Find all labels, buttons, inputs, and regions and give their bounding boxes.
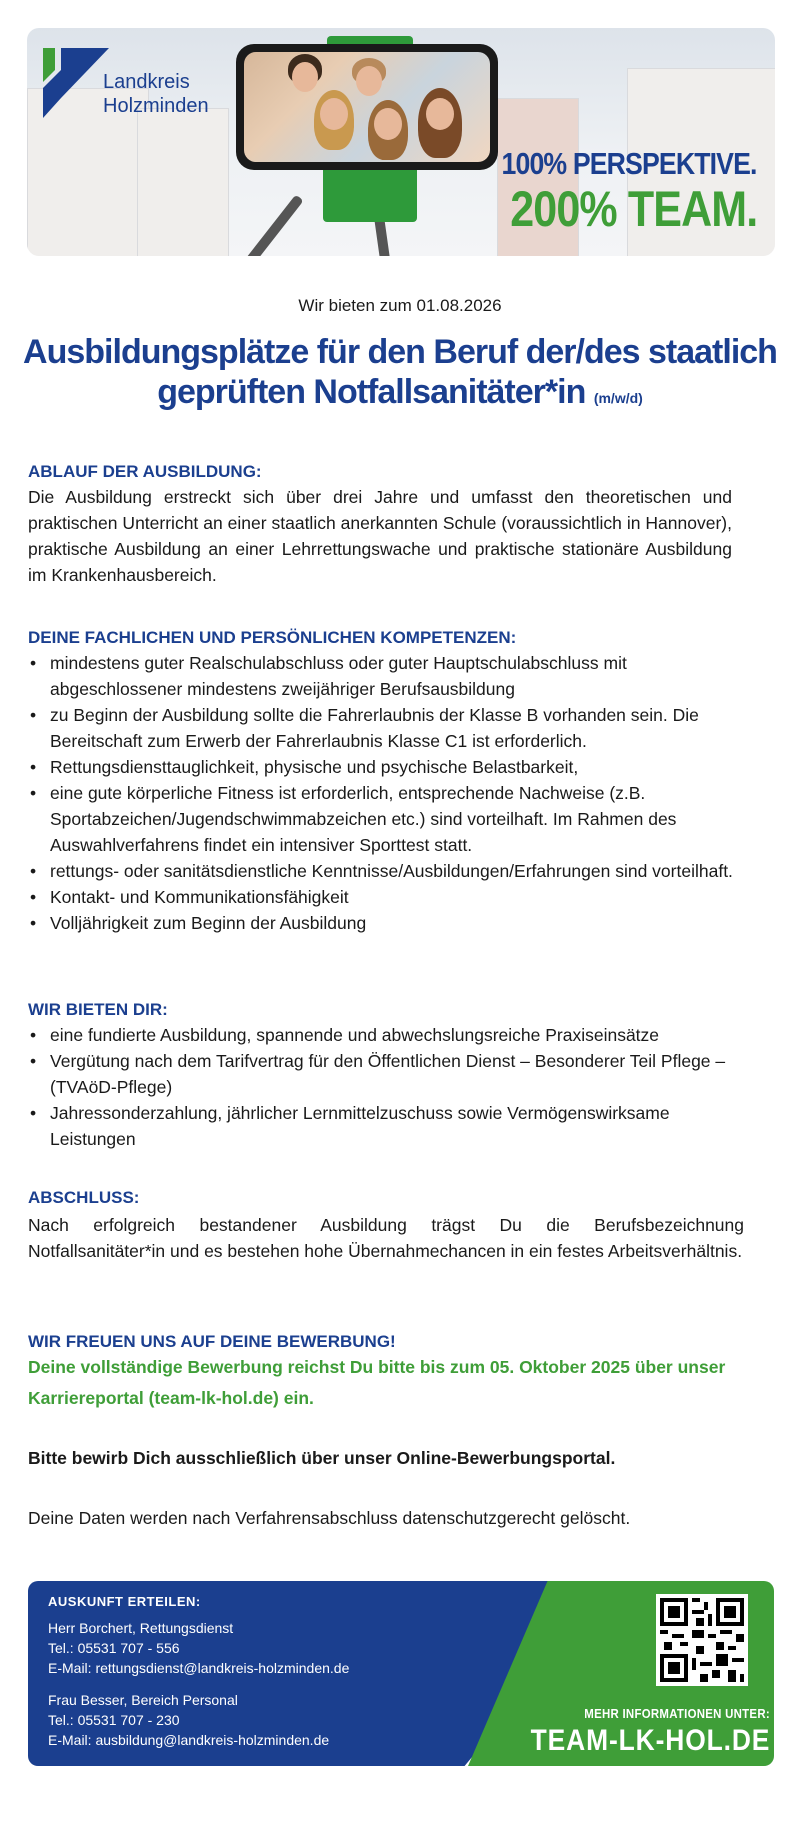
list-item: • eine gute körperliche Fitness ist erforderlich, entsprechende Nachweise (z.B. Sportabzeichen/Jugendschwimmabzeichen etc.) sind vorteilhaft. Im Rahmen des Auswahlverfahrens findet ein intensiver Sporttest statt. [28, 780, 748, 858]
more-info-label: MEHR INFORMATIONEN UNTER: [584, 1706, 770, 1721]
list-item: • eine fundierte Ausbildung, spannende und abwechslungsreiche Praxiseinsätze [28, 1022, 748, 1048]
list-item: • Volljährigkeit zum Beginn der Ausbildung [28, 910, 748, 936]
cta-heading: WIR FREUEN UNS AUF DEINE BEWERBUNG! [28, 1332, 396, 1351]
contact1-email: E-Mail: rettungsdienst@landkreis-holzminden.de [48, 1660, 350, 1676]
kompetenzen-list [28, 650, 748, 936]
title-suffix: (m/w/d) [593, 390, 643, 406]
section-heading-kompetenzen: DEINE FACHLICHEN UND PERSÖNLICHEN KOMPETENZEN: [28, 628, 517, 647]
contact2-name: Frau Besser, Bereich Personal [48, 1692, 238, 1708]
list-item: • Rettungsdiensttauglichkeit, physische und psychische Belastbarkeit, [28, 754, 748, 780]
abschluss-text: Nach erfolgreich bestandener Ausbildung trägst Du die Berufsbezeichnung Notfallsanitäter*in und es bestehen hohe Übernahmechancen in ein festes Arbeitsverhältnis. [28, 1215, 744, 1261]
list-item: • Kontakt- und Kommunikationsfähigkeit [28, 884, 748, 910]
contact1-phone: Tel.: 05531 707 - 556 [48, 1640, 180, 1656]
logo-line-2: Holzminden [103, 95, 209, 117]
section-heading-ablauf: ABLAUF DER AUSBILDUNG: [28, 462, 262, 481]
page-title [20, 332, 780, 418]
group-selfie-image [244, 52, 490, 162]
cta-deadline: Deine vollständige Bewerbung reichst Du bitte bis zum 05. Oktober 2025 über unser Karriereportal (team-lk-hol.de) ein. [28, 1357, 726, 1408]
contact1-name: Herr Borchert, Rettungsdienst [48, 1620, 234, 1636]
list-item: • rettungs- oder sanitätsdienstliche Kenntnisse/Ausbildungen/Erfahrungen sind vorteilhaft. [28, 858, 748, 884]
cta-online-only: Bitte bewirb Dich ausschließlich über unser Online-Bewerbungsportal. [28, 1448, 616, 1468]
slogan-line-2: 200% TEAM. [509, 181, 757, 237]
qr-code-icon[interactable] [656, 1594, 748, 1686]
logo-text [103, 70, 209, 118]
footer-heading: AUSKUNFT ERTEILEN: [48, 1594, 201, 1609]
selfie-stick-leg [240, 194, 303, 256]
list-item: • zu Beginn der Ausbildung sollte die Fahrerlaubnis der Klasse B vorhanden sein. Die Bereitschaft zum Erwerb der Fahrerlaubnis Klasse C1 ist erforderlich. [28, 702, 748, 754]
list-item: • Vergütung nach dem Tarifvertrag für den Öffentlichen Dienst – Besonderer Teil Pflege – (TVAöD-Pflege) [28, 1048, 748, 1100]
ablauf-text: Die Ausbildung erstreckt sich über drei Jahre und umfasst den theoretischen und praktischen Unterricht an einer staatlich anerkannten Schule (voraussichtlich in Hannover), praktische Ausbildung an einer Lehrrettungswache und praktische stationäre Ausbildung im Krankenhausbereich. [28, 487, 732, 585]
contact2-phone: Tel.: 05531 707 - 230 [48, 1712, 180, 1728]
section-heading-abschluss: ABSCHLUSS: [28, 1188, 140, 1207]
title-main: Ausbildungsplätze für den Beruf der/des staatlich geprüften Notfallsanitäter*in [23, 333, 777, 411]
header-banner [27, 28, 775, 256]
slogan-line-1: 100% PERSPEKTIVE. [501, 146, 757, 181]
phone-photo [236, 44, 498, 170]
section-heading-bieten: WIR BIETEN DIR: [28, 1000, 168, 1019]
privacy-note: Deine Daten werden nach Verfahrensabschluss datenschutzgerecht gelöscht. [28, 1508, 631, 1528]
career-portal-link[interactable]: TEAM-LK-HOL.DE [530, 1724, 770, 1757]
bieten-list [28, 1022, 748, 1152]
list-item: • Jahressonderzahlung, jährlicher Lernmittelzuschuss sowie Vermögenswirksame Leistungen [28, 1100, 748, 1152]
logo-line-1: Landkreis [103, 71, 190, 93]
contact2-email: E-Mail: ausbildung@landkreis-holzminden.de [48, 1732, 330, 1748]
intro-text: Wir bieten zum 01.08.2026 [298, 296, 502, 315]
list-item: • mindestens guter Realschulabschluss oder guter Hauptschulabschluss mit abgeschlossener mindestens zweijähriger Berufsausbildung [28, 650, 748, 702]
